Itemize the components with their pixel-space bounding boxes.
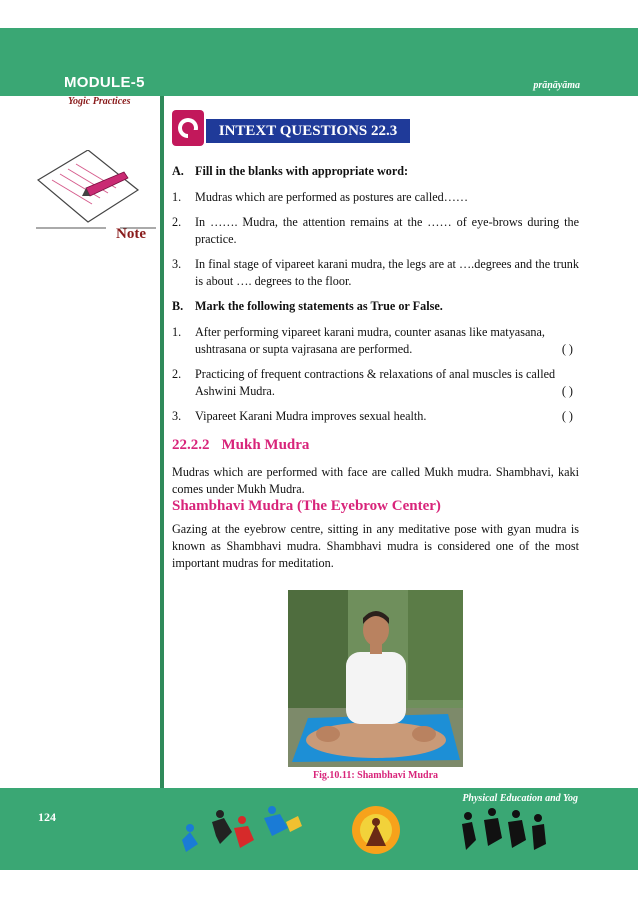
fitness-figures-graphic xyxy=(456,800,548,862)
section-tag: prāṇāyāma xyxy=(533,80,580,91)
mukh-mudra-heading: 22.2.2 Mukh Mudra xyxy=(172,437,310,453)
exercise-silhouettes-icon xyxy=(456,800,548,862)
list-item: 2. Practicing of frequent contractions & relaxations of anal muscles is called Ashwini Mudra. ( ) xyxy=(172,366,579,400)
chapter-subtitle: Yogic Practices xyxy=(68,96,131,107)
shambhavi-heading: Shambhavi Mudra (The Eyebrow Center) xyxy=(172,498,441,514)
sports-figures-graphic xyxy=(176,800,306,862)
sun-meditation-graphic xyxy=(346,800,406,862)
figure-caption: Fig.10.11: Shambhavi Mudra xyxy=(312,770,439,781)
list-item: 2. In ……. Mudra, the attention remains at the …… of eye-brows during the practice. xyxy=(172,215,579,246)
intext-questions-icon xyxy=(170,106,208,148)
margin-divider xyxy=(160,96,164,788)
athletes-icon xyxy=(176,800,306,862)
mukh-mudra-text: Mudras which are performed with face are called Mukh mudra. Shambhavi, kaki comes under Mukh Mudra. xyxy=(172,465,579,496)
answer-bracket: ( ) xyxy=(561,409,573,423)
section-a-heading: A. Fill in the blanks with appropriate word: xyxy=(172,164,409,178)
sun-icon xyxy=(346,800,406,862)
list-item: 3. Vipareet Karani Mudra improves sexual health. ( ) xyxy=(172,408,579,425)
intext-questions-title: INTEXT QUESTIONS 22.3 xyxy=(206,119,410,143)
footer-title: Physical Education and Yog xyxy=(462,793,578,804)
answer-bracket: ( ) xyxy=(561,342,573,356)
shambhavi-photo xyxy=(288,590,463,767)
list-item: 1. After performing vipareet karani mudra, counter asanas like matyasana, ushtrasana or supta vajrasana are performed. ( ) xyxy=(172,324,579,358)
shambhavi-text: Gazing at the eyebrow centre, sitting in any meditative pose with gyan mudra is known as Shambhavi mudra. Shambhavi mudra is considered one of the most important mudras for meditation. xyxy=(172,522,579,570)
section-b-heading: B. Mark the following statements as True or False. xyxy=(172,299,443,313)
main-content xyxy=(172,160,579,572)
list-item: 1. Mudras which are performed as postures are called…… xyxy=(172,190,469,204)
page-number: 124 xyxy=(38,810,56,824)
meditating-person-image xyxy=(288,590,463,767)
module-label: MODULE-5 xyxy=(64,74,145,91)
question-mark-icon xyxy=(170,106,208,148)
answer-bracket: ( ) xyxy=(561,384,573,398)
list-item: 3. In final stage of vipareet karani mudra, the legs are at ….degrees and the trunk is about …. degrees to the floor. xyxy=(172,257,579,288)
note-label: Note xyxy=(116,226,146,242)
